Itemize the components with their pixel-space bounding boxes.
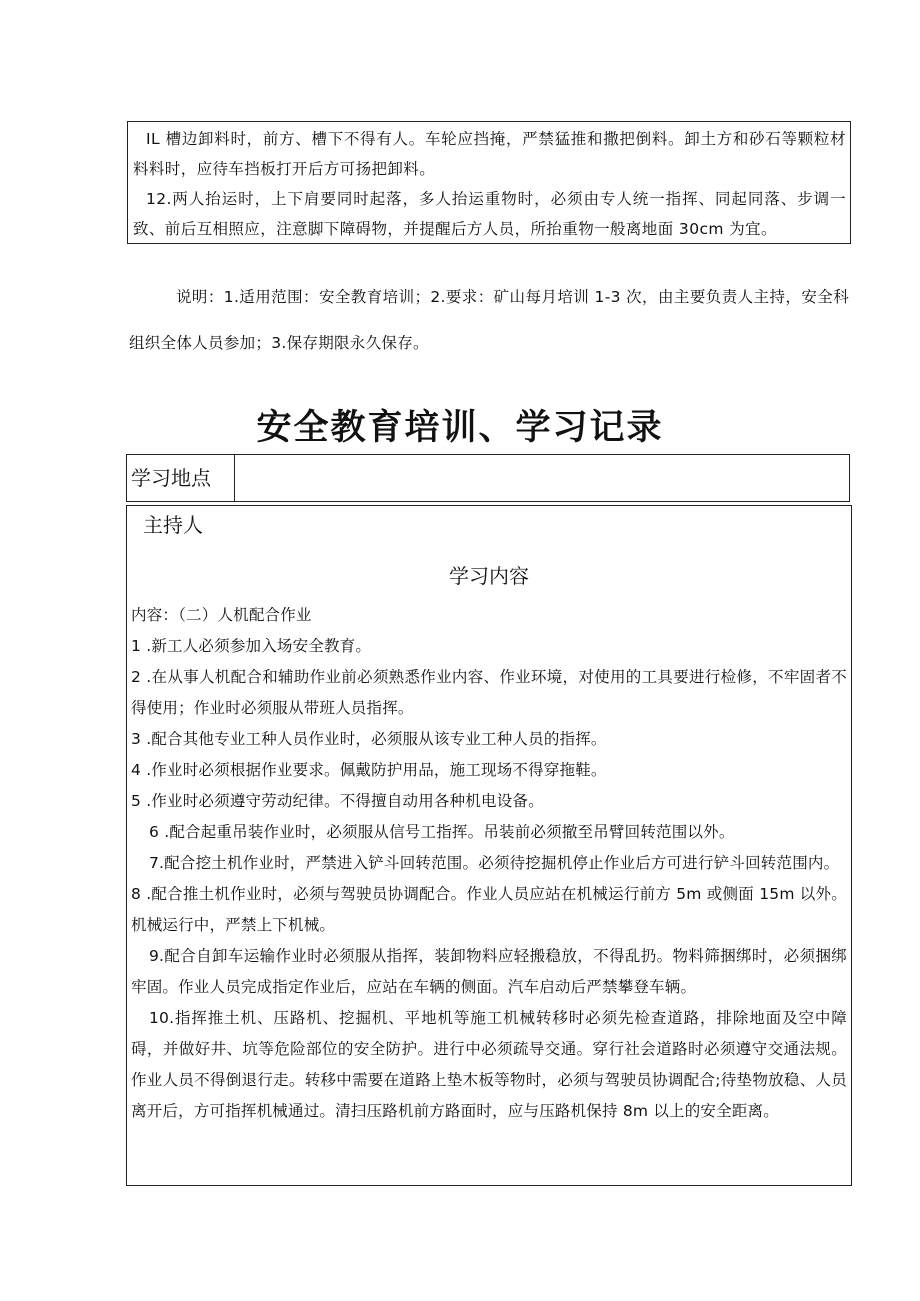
page-title: 安全教育培训、学习记录 [256, 408, 664, 448]
location-row [126, 454, 850, 502]
content-item-8: 8 .配合推土机作业时，必须与驾驶员协调配合。作业人员应站在机械运行前方 5m 或侧面 15m 以外。机械运行中，严禁上下机械。 [131, 885, 847, 934]
content-item-5: 5 .作业时必须遵守劳动纪律。不得擅自动用各种机电设备。 [131, 792, 544, 810]
previous-content-box [127, 121, 851, 244]
record-box [126, 505, 852, 1186]
content-item-3: 3 .配合其他专业工种人员作业时，必须服从该专业工种人员的指挥。 [131, 730, 607, 748]
content-item-7: 7.配合挖土机作业时，严禁进入铲斗回转范围。必须待挖掘机停止作业后方可进行铲斗回转范围内。 [149, 854, 840, 872]
content-body [131, 600, 847, 1127]
previous-item-12: 12.两人抬运时，上下肩要同时起落，多人抬运重物时，必须由专人统一指挥、同起同落、步调一致、前后互相照应，注意脚下障碍物，并提醒后方人员，所抬重物一般离地面 30cm 为宜。 [133, 190, 846, 238]
previous-item-11: IL 槽边卸料时，前方、槽下不得有人。车轮应挡掩，严禁猛推和撒把倒料。卸土方和砂石等颗粒材料料时，应待车挡板打开后方可扬把卸料。 [133, 130, 846, 178]
content-item-1: 1 .新工人必须参加入场安全教育。 [131, 637, 372, 655]
content-item-9: 9.配合自卸车运输作业时必须服从指挥，装卸物料应轻搬稳放，不得乱扔。物料筛捆绑时，必须捆绑牢固。作业人员完成指定作业后，应站在车辆的侧面。汽车启动后严禁攀登车辆。 [131, 947, 847, 996]
content-item-10: 10.指挥推土机、压路机、挖掘机、平地机等施工机械转移时必须先检查道路，排除地面及空中障碍，并做好井、坑等危险部位的安全防护。进行中必须疏导交通。穿行社会道路时必须遵守交通法规。作业人员不得倒退行走。转移中需要在道路上垫木板等物时，必须与驾驶员协调配合;待垫物放稳、人员离开后，方可指挥机械通过。清扫压路机前方路面时，应与压路机保持 8m 以上的安全距离。 [131, 1009, 847, 1120]
content-item-4: 4 .作业时必须根据作业要求。佩戴防护用品，施工现场不得穿拖鞋。 [131, 761, 607, 779]
content-intro: 内容：（二）人机配合作业 [131, 606, 312, 624]
content-heading: 学习内容 [449, 564, 529, 588]
content-item-2: 2 .在从事人机配合和辅助作业前必须熟悉作业内容、作业环境，对使用的工具要进行检修，不牢固者不得使用；作业时必须服从带班人员指挥。 [131, 668, 847, 717]
location-label: 学习地点 [127, 455, 235, 501]
content-item-6: 6 .配合起重吊装作业时，必须服从信号工指挥。吊装前必须撤至吊臂回转范围以外。 [149, 823, 735, 841]
host-label: 主持人 [143, 513, 203, 537]
location-value [235, 455, 849, 501]
note-text: 说明：1.适用范围：安全教育培训；2.要求：矿山每月培训 1-3 次，由主要负责人主持，安全科组织全体人员参加；3.保存期限永久保存。 [129, 288, 849, 352]
